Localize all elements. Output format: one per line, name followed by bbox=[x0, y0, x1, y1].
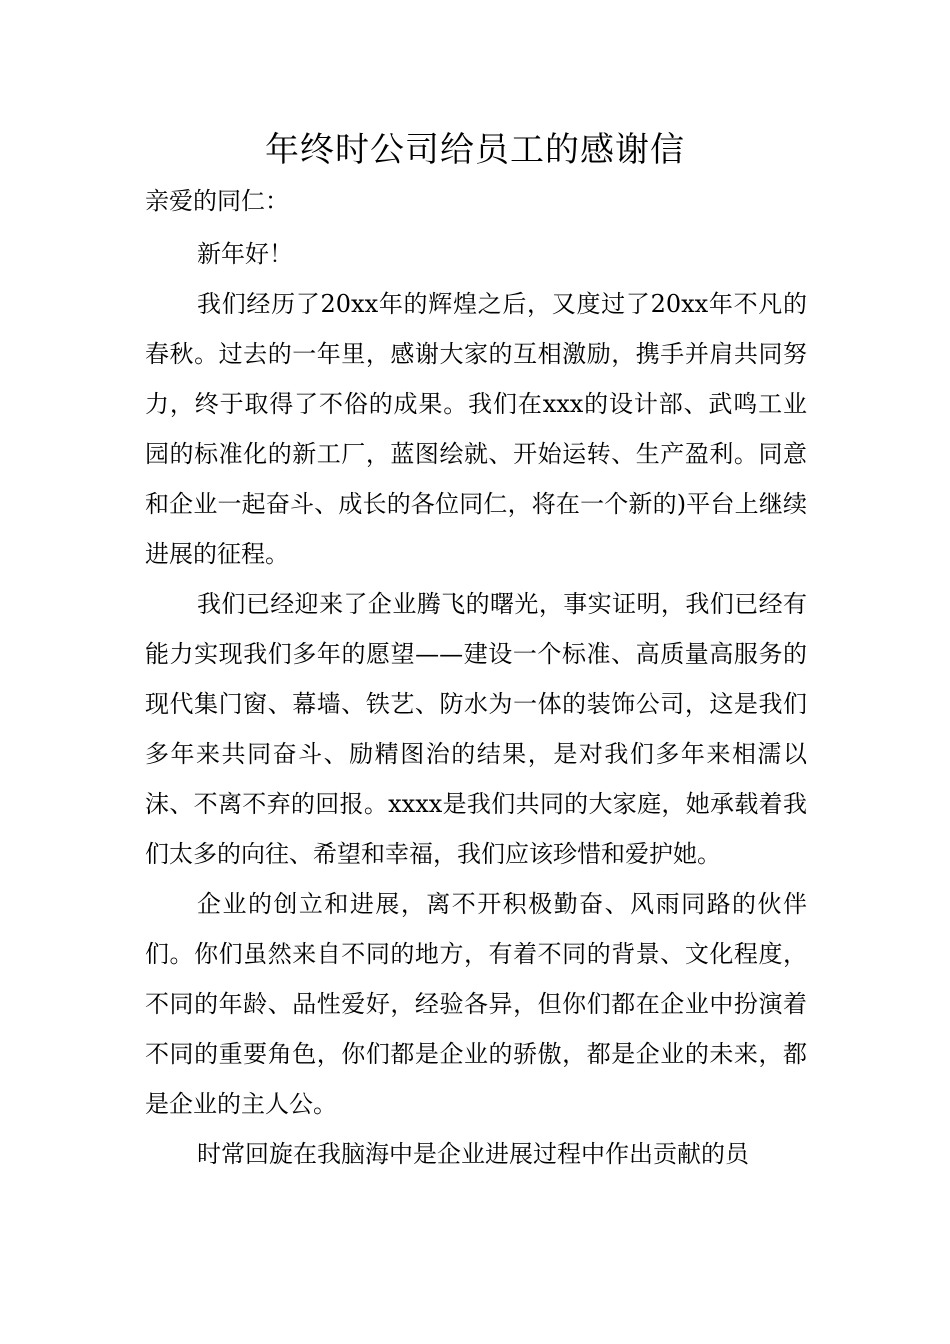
paragraph: 我们经历了20xx年的辉煌之后，又度过了20xx年不凡的春秋。过去的一年里，感谢大家的互相激励，携手并肩共同努力，终于取得了不俗的成果。我们在xxx的设计部、武鸣工业园的标准化的新工厂，蓝图绘就、开始运转、生产盈利。同意和企业一起奋斗、成长的各位同仁，将在一个新的)平台上继续进展的征程。 bbox=[145, 290, 807, 568]
document-body bbox=[145, 181, 807, 1179]
document-title: 年终时公司给员工的感谢信 bbox=[265, 130, 685, 170]
paragraph-greeting: 新年好！ bbox=[197, 240, 293, 268]
paragraph: 时常回旋在我脑海中是企业进展过程中作出贡献的员 bbox=[197, 1140, 749, 1168]
paragraph: 企业的创立和进展，离不开积极勤奋、风雨同路的伙伴们。你们虽然来自不同的地方，有着不同的背景、文化程度，不同的年龄、品性爱好，经验各异，但你们都在企业中扮演着不同的重要角色，你们都是企业的骄傲，都是企业的未来，都是企业的主人公。 bbox=[145, 890, 807, 1118]
salutation: 亲爱的同仁： bbox=[145, 187, 289, 215]
paragraph: 我们已经迎来了企业腾飞的曙光，事实证明，我们已经有能力实现我们多年的愿望——建设一个标准、高质量高服务的现代集门窗、幕墙、铁艺、防水为一体的装饰公司，这是我们多年来共同奋斗、励精图治的结果，是对我们多年来相濡以沫、不离不弃的回报。xxxx是我们共同的大家庭，她承载着我们太多的向往、希望和幸福，我们应该珍惜和爱护她。 bbox=[145, 590, 807, 868]
